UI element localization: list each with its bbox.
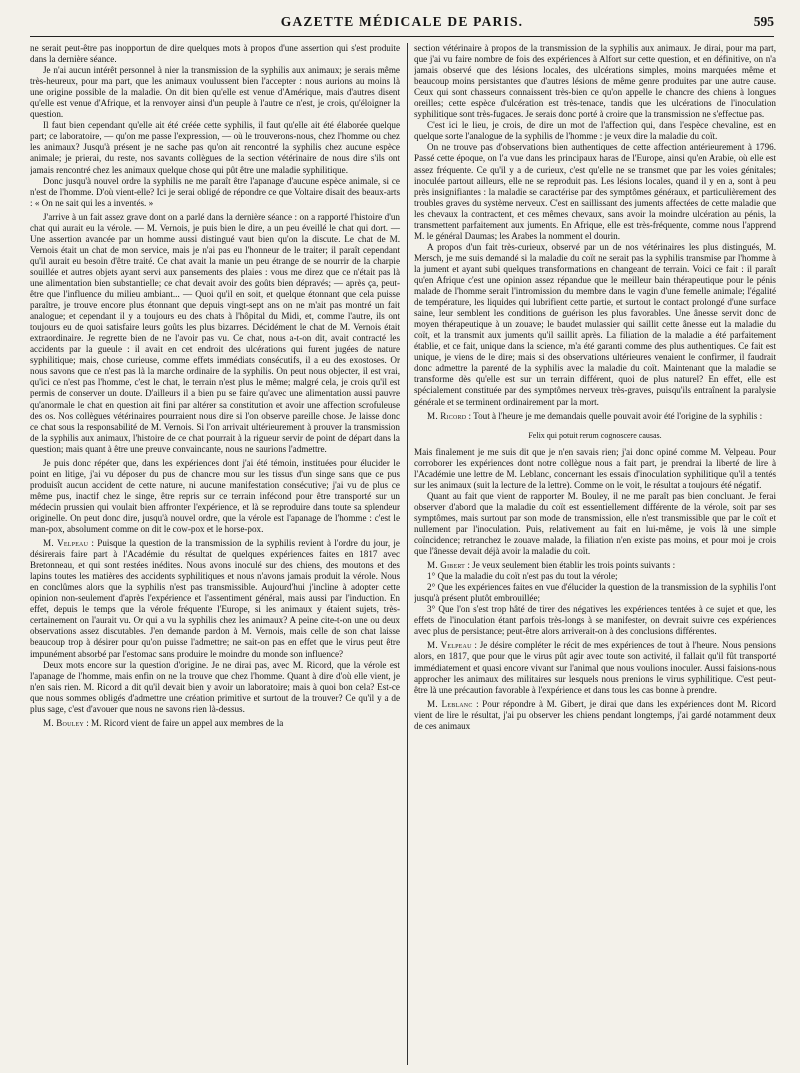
speaker-paragraph — [414, 560, 776, 571]
body-paragraph — [30, 43, 400, 65]
paragraph-text: 1° Que la maladie du coït n'est pas du tout la vérole; — [427, 571, 618, 582]
paragraph-text: : Je désire compléter le récit de mes expériences de tout à l'heure. Nous pensions alors, en 1817, que pour que le virus pût agir avec toute son activité, il fallait qu'il fût transporté immédiatement et quasi encore vivant sur l'animal que nous voulions inoculer. Aussi faisions-nous approcher les animaux des militaires sur lesquels nous prenions le virus syphilitique. C'est peut-être là une précaution favorable à l'expérience et dans tous les cas bonne à prendre. — [414, 640, 776, 695]
paragraph-text: : Pour répondre à M. Gibert, je dirai que dans les expériences dont M. Ricord vient de lire le résultat, j'ai pu observer les chiens pendant longtemps, j'ai gardé notamment deux de ces animaux — [414, 698, 776, 731]
speaker-name: M. Gibert — [427, 560, 466, 571]
speaker-name: M. Velpeau — [43, 538, 89, 549]
speaker-paragraph — [30, 538, 400, 660]
left-column — [30, 43, 400, 1068]
body-paragraph — [30, 176, 400, 209]
paragraph-text: Quant au fait que vient de rapporter M. Bouley, il ne me paraît pas bien concluant. Je ferai observer d'abord que la maladie du coït est essentiellement différente de la vérole, soit par ses symptômes, mais surtout par son mode de transmission, elle n'est transmissible que par le coït et nullement par l'inoculation. Puis, relativement au fait en lui-même, je vois là une simple coïncidence; retranchez le zouave malade, la filiation n'en existe pas moins, et pour moi je crois que l'ânesse devait déjà avoir la maladie du coït. — [414, 490, 776, 557]
speaker-name: M. Ricord — [427, 410, 467, 421]
body-paragraph — [30, 458, 400, 535]
body-paragraph — [30, 65, 400, 120]
speaker-name: M. Leblanc — [427, 698, 473, 709]
body-paragraph — [414, 604, 776, 637]
body-paragraph — [414, 447, 776, 491]
speaker-name: M. Velpeau — [427, 640, 472, 651]
body-paragraph — [30, 660, 400, 715]
body-paragraph — [30, 212, 400, 455]
column-divider — [407, 43, 408, 1065]
paragraph-text: A propos d'un fait très-curieux, observé par un de nos vétérinaires les plus distingués, M. Mersch, je me suis demandé si la maladie du coït ne serait pas la syphilis transmise par l'homme à la jument et ayant subi quelques transformations en changeant de terrain. Voici ce fait : il paraît qu'en Afrique c'est une opinion assez répandue que le meilleur bain thérapeutique pour le pénis malade de l'homme serait l'intromission du membre dans le vagin d'une femelle animale; l'égalité de température, les liquides qui lubrifient cette partie, et surtout le contact prolongé d'une surface saine, leur semblent les conditions de guérison les plus favorables. Une ânesse servit donc de moyen thérapeutique à un zouave; le baudet mulassier qui saillit cette ânesse eut la maladie du coït, et la transmit aux juments qu'il saillit après. La filiation de la maladie a été parfaitement établie, et ce fait, unique dans la science, m'a été garanti comme des plus authentiques. Ce fait est unique, je viens de le dire; mais si des observations ultérieures venaient le confirmer, il faudrait donc admettre la parenté de la syphilis avec la maladie du coït. Maintenant que la maladie se transforme dès qu'elle est sur un terrain différent, quoi de plus naturel? En effet, elle est spécialement constituée par des symptômes nerveux très-graves, puisqu'ils entraînent la paralysie générale et se terminent ordinairement par la mort. — [414, 241, 776, 407]
paragraph-text: Je puis donc répéter que, dans les expériences dont j'ai été témoin, instituées pour élucider le point en litige, j'ai vu déposer du pus de chancre mou sur les tissus d'un singe sans que ce pus produisît aucun accident de cette nature, ni aucune manifestation consécutive; j'ai vu de plus ce même pus, inactif chez le singe, être repris sur ce terrain infécond pour être transporté sur un médecin prussien qui voulait bien affronter l'expérience, et là se reproduire dans toute sa splendeur originelle. On peut donc dire, jusqu'à nouvel ordre, que la vérole est l'apanage de l'homme : c'est le man-pox, absolument comme on dit le cow-pox et le horse-pox. — [30, 457, 400, 535]
page-header — [30, 14, 774, 38]
body-paragraph — [414, 120, 776, 142]
journal-title: GAZETTE MÉDICALE DE PARIS. — [280, 14, 524, 29]
header-rule — [30, 36, 774, 37]
right-column — [414, 43, 776, 1068]
paragraph-text: : M. Ricord vient de faire un appel aux membres de la — [83, 717, 284, 728]
speaker-name: M. Bouley — [43, 717, 84, 728]
paragraph-text: Je n'ai aucun intérêt personnel à nier la transmission de la syphilis aux animaux; je serais même très-heureux, pour ma part, que les animaux voulussent bien l'accepter : nous aurions au moins là une origine possible de la maladie. On dit bien qu'elle est venue d'Amérique, mais d'autres disent qu'elle est venue d'Afrique, et la renvoyer ainsi d'un peuple à l'autre ce n'est, je crois, qu'éloigner la question. — [30, 65, 400, 120]
body-paragraph — [414, 582, 776, 604]
body-paragraph — [414, 242, 776, 408]
paragraph-text: 3° Que l'on s'est trop hâté de tirer des négatives les expériences tentées à ce sujet et que, les effets de l'inoculation étant parfois très-longs à se manifester, on devrait suivre ces expériences avec plus de persistance; peut-être alors arriverait-on à des conclusions différentes. — [414, 604, 776, 637]
paragraph-text: ne serait peut-être pas inopportun de dire quelques mots à propos d'une assertion qui s'est produite dans la dernière séance. — [30, 43, 400, 65]
body-paragraph — [414, 142, 776, 241]
paragraph-text: section vétérinaire à propos de la transmission de la syphilis aux animaux. Je dirai, pour ma part, que j'ai vu faire nombre de fois des expériences à Alfort sur cette question, et en définitive, on n'a jamais observé que des lésions locales, des ulcérations simples, moins marquées même et beaucoup moins persistantes que d'autres lésions de même genre produites par une autre cause. Ceux qui sont chasseurs connaissent très-bien ce qu'on appelle le chancre des chiens à longues oreilles; cette espèce d'ulcération est très-tenace, tandis que les ulcérations de l'inoculation syphilitique sont très-fugaces. Je serais donc porté à croire que la transmission ne s'effectue pas. — [414, 43, 776, 120]
paragraph-text: Deux mots encore sur la question d'origine. Je ne dirai pas, avec M. Ricord, que la vérole est l'apanage de l'homme, mais enfin on ne la trouve que chez l'homme. Quant à dire d'où elle vient, je n'en sais rien. M. Ricord a dit qu'il devait bien y avoir un laboratoire; mais à quoi bon cela? Est-ce que nous sommes obligés d'admettre une création primitive et surtout de la trouver? Ce qu'il y a de plus sage, c'est d'avouer que nous ne savons rien là-dessus. — [30, 659, 400, 714]
paragraph-text: J'arrive à un fait assez grave dont on a parlé dans la dernière séance : on a rapporté l'histoire d'un chat qui aurait eu la vérole. — M. Vernois, je puis bien le dire, a un peu éveillé le chat qui dort. — Une assertion avancée par un homme aussi distingué vaut bien qu'on la discute. Le chat de M. Vernois était un chat de mon service, mais je n'ai pas eu l'honneur de le traiter; il paraît cependant qu'il aurait eu besoin d'être traité. Ce chat avait la manie un peu étrange de se nourrir de la charpie souillée et autres objets ayant servi aux pansements des plaies : vous me direz que ce n'était pas là une alimentation bien substantielle; ce chat devait avoir des goûts bien dépravés; — après ça, peut-être que l'influence du milieu ambiant... — Quoi qu'il en soit, et quelque étonnant que cela puisse paraître, je trouve encore plus étonnant que depuis vingt-sept ans on ne m'ait pas montré un fait analogue; et cependant il y a toujours eu des chats à l'hôpital du Midi, et, comme l'autre, ils ont toujours eu de quoi satisfaire leurs goûts les plus bizarres. Décidément le chat de M. Vernois était extraordinaire. Je regrette bien de ne l'avoir pas vu. Ce chat, nous a-t-on dit, avait contracté les accidents par la gueule : il avait en cet endroit des ulcérations qui furent jugées de nature syphilitique; mais, chose curieuse, comme effets immédiats consécutifs, il a eu des exostoses. Or nous savons que ce n'est pas là la marche ordinaire de la syphilis. On peut nous objecter, il est vrai, qu'ici ce n'est pas l'homme, c'est le chat, le terrain n'est plus le même; malgré cela, je crois qu'il est permis de conserver un doute. D'ailleurs il a bien pu se faire qu'avec une alimentation aussi pauvre qu'anormale le chat en question ait fini par altérer sa constitution et avoir une affection scrofuleuse des os. Nos collègues vétérinaires pourraient nous dire si l'on observe pareille chose. Je laisse donc ce chat sous la responsabilité de M. Vernois. Si l'on arrivait ultérieurement à prouver la transmission de la syphilis aux animaux, l'histoire de ce chat pourrait à la rigueur servir de point de départ dans la question; mais quant à être une preuve convaincante, nous ne saurions l'admettre. — [30, 211, 400, 454]
speaker-paragraph — [414, 411, 776, 422]
speaker-paragraph — [414, 640, 776, 695]
paragraph-text: : Tout à l'heure je me demandais quelle pouvait avoir été l'origine de la syphilis : — [466, 410, 763, 421]
speaker-paragraph — [414, 699, 776, 732]
paragraph-text: Mais finalement je me suis dit que je n'en savais rien; j'ai donc opiné comme M. Velpeau. Pour corroborer les expériences dont notre collègue nous a fait part, je prendrai la liberté de lire à l'Académie une lettre de M. Leblanc, concernant les essais d'inoculation syphilitique qu'il a tentés sur les animaux (suit la lecture de la lettre). Comme on le voit, le résultat a toujours été négatif. — [414, 446, 776, 490]
paragraph-text: On ne trouve pas d'observations bien authentiques de cette affection antérieurement à 1796. Passé cette époque, on l'a vue dans les principaux haras de l'Europe, ainsi qu'en Arabie, où elle est assez fréquente. Ce qu'il y a de curieux, c'est qu'elle ne se transmet que par les voies génitales; inoculée partout ailleurs, elle ne se reproduit pas. Les lésions locales, quand il y en a, sont à peu près insignifiantes : la maladie se caractérise par des symptômes généraux, et particulièrement des troubles graves du système nerveux. C'est en saillissant des juments affectées de cette maladie que les chevaux la contractent, et ces mêmes chevaux, sans avoir la moindre ulcération au pénis, la transmettent parfaitement aux juments. En Afrique, elle est très-fréquente, comme nous l'apprend M. le général Daumas; les Arabes la nomment el dourin. — [414, 142, 776, 241]
latin-quotation: Felix qui potuit rerum cognoscere causas. — [528, 430, 662, 440]
paragraph-text: 2° Que les expériences faites en vue d'élucider la question de la transmission de la syphilis l'ont jusqu'à présent plutôt embrouillée; — [414, 582, 776, 604]
paragraph-text: : Je veux seulement bien établir les trois points suivants : — [465, 560, 676, 571]
paragraph-text: : Puisque la question de la transmission de la syphilis revient à l'ordre du jour, je désirerais faire part à l'Académie du résultat de quelques expériences faites en 1817 avec Bretonneau, et qui sont restées inédites. Nous avons inoculé sur des chiens, des moutons et des lapins toutes les matières des accidents syphilitiques et nous n'avons jamais produit la vérole. Nous en conclûmes alors que la syphilis n'est pas transmissible. Aujourd'hui j'incline à adopter cette opinion non-seulement d'après l'expérience et l'assentiment général, mais aussi par l'induction. En effet, depuis le temps que la vérole fréquente l'Europe, si les animaux y étaient sujets, très-certainement on l'aurait vu. Or qui a vu la syphilis chez les animaux? A peine cite-t-on une ou deux observations assez discutables. J'en demande pardon à M. Vernois, mais celle de son chat laisse beaucoup trop à désirer pour qu'on puisse l'admettre; ne sait-on pas en effet que le virus peut être impunément absorbé par l'estomac sans produire le moindre du monde son influence? — [30, 538, 400, 659]
paragraph-text: Il faut bien cependant qu'elle ait été créée cette syphilis, il faut qu'elle ait été élaborée quelque part; ce laboratoire, — qu'on me passe l'expression, — où le trouverons-nous, chez l'homme ou chez les animaux? Jusqu'à présent je ne sache pas qu'on ait rencontré la syphilis chez aucune espèce animale; je prierai, du reste, nos savants collègues de la section vétérinaire de nous dire s'ils ont jamais rencontré chez les animaux quelque chose qui pût être une maladie syphilitique. — [30, 120, 400, 175]
body-paragraph — [414, 43, 776, 120]
paragraph-text: C'est ici le lieu, je crois, de dire un mot de l'affection qui, dans l'espèce chevaline, est en quelque sorte l'analogue de la syphilis de l'homme : je veux dire la maladie du coït. — [414, 120, 776, 142]
paragraph-text: Donc jusqu'à nouvel ordre la syphilis ne me paraît être l'apanage d'aucune espèce animale, si ce n'est de l'homme. D'où vient-elle? Ici je serai obligé de répondre ce que Voltaire disait des beaux-arts : « On ne sait qui les a inventés. » — [30, 175, 400, 208]
speaker-paragraph — [30, 718, 400, 729]
page-number: 595 — [753, 14, 774, 29]
body-paragraph — [414, 571, 776, 582]
body-paragraph — [414, 491, 776, 557]
body-paragraph — [30, 120, 400, 175]
